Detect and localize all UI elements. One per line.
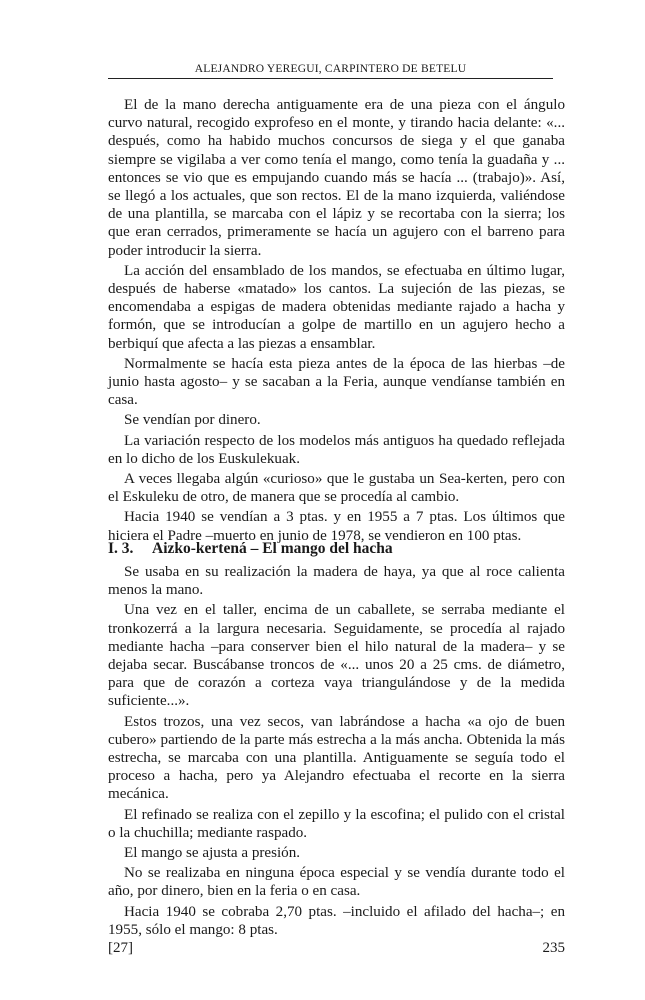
paragraph: El de la mano derecha antiguamente era de una pieza con el ángulo curvo natural, recogido exprofeso en el monte, y tirando hacia delante: «... después, como ha habido muchos concursos de siega y el que ganaba siempre se vigilaba a ver como tenía el mango, como tenía la guadaña y ... entonces se vio que es empujando cuando más se hacía ... (trabajo)». Así, se llegó a los actuales, que son rectos. El de la mano izquierda, valiéndose de una plantilla, se marcaba con el lápiz y se recortaba con la sierra; los que eran cerrados, primeramente se hacía un agujero con el barreno para poder introducir la sierra. bbox=[108, 97, 565, 259]
paragraph: Se usaba en su realización la madera de haya, ya que al roce calienta menos la mano. bbox=[108, 564, 565, 599]
section-heading bbox=[108, 540, 393, 558]
paragraph: El mango se ajusta a presión. bbox=[124, 845, 301, 862]
paragraph: Una vez en el taller, encima de un caballete, se serraba mediante el tronkozerrá a la largura necesaria. Seguidamente, se procedía al rajado mediante hacha –para conserver bien el hilo natural de la madera– y se dejaba secar. Buscábanse troncos de «... unos 20 a 25 cms. de diámetro, para que de corazón a corteza vaya triangulándose y de la medida suficiente...». bbox=[108, 602, 565, 710]
paragraph: Normalmente se hacía esta pieza antes de la época de las hierbas –de junio hasta agosto– y se sacaban a la Feria, aunque vendíanse también en casa. bbox=[108, 355, 565, 409]
running-head: ALEJANDRO YEREGUI, CARPINTERO DE BETELU bbox=[108, 63, 553, 79]
page-reference: [27] bbox=[108, 940, 133, 956]
paragraph: Hacia 1940 se vendían a 3 ptas. y en 1955 a 7 ptas. Los últimos que hiciera el Padre –muerto en junio de 1978, se vendieron en 100 ptas. bbox=[108, 509, 565, 544]
section-title: Aizko-kertená – El mango del hacha bbox=[152, 540, 393, 557]
paragraph: A veces llegaba algún «curioso» que le gustaba un Sea-kerten, pero con el Eskuleku de otro, de manera que se procedía al cambio. bbox=[108, 471, 565, 506]
paragraph: No se realizaba en ninguna época especial y se vendía durante todo el año, por dinero, bien en la feria o en casa. bbox=[108, 865, 565, 900]
paragraph: El refinado se realiza con el zepillo y la escofina; el pulido con el cristal o la chuchilla; mediante raspado. bbox=[108, 806, 565, 841]
page-number: 235 bbox=[542, 940, 565, 956]
section-body-1 bbox=[108, 96, 565, 547]
section-body-2 bbox=[108, 563, 565, 941]
paragraph: La variación respecto de los modelos más antiguos ha quedado reflejada en lo dicho de los Euskulekuak. bbox=[108, 432, 565, 467]
paragraph: Estos trozos, una vez secos, van labrándose a hacha «a ojo de buen cubero» partiendo de la parte más estrecha a la más ancha. Obtenida la más estrecha, se marcaba con una plantilla. Antiguamente se seguía todo el proceso a hacha, pero ya Alejandro efectuaba el recorte en la sierra mecánica. bbox=[108, 713, 565, 803]
paragraph: Hacia 1940 se cobraba 2,70 ptas. –incluido el afilado del hacha–; en 1955, sólo el mango: 8 ptas. bbox=[108, 903, 565, 938]
paragraph: Se vendían por dinero. bbox=[124, 412, 261, 429]
section-number: I. 3. bbox=[108, 540, 134, 557]
paragraph: La acción del ensamblado de los mandos, se efectuaba en último lugar, después de haberse «matado» los cantos. La sujeción de las piezas, se encomendaba a espigas de madera obtenidas mediante rajado a hacha y formón, que se introducían a golpe de martillo en un agujero hecho a berbiquí que afecta a las piezas a ensamblar. bbox=[108, 262, 565, 352]
